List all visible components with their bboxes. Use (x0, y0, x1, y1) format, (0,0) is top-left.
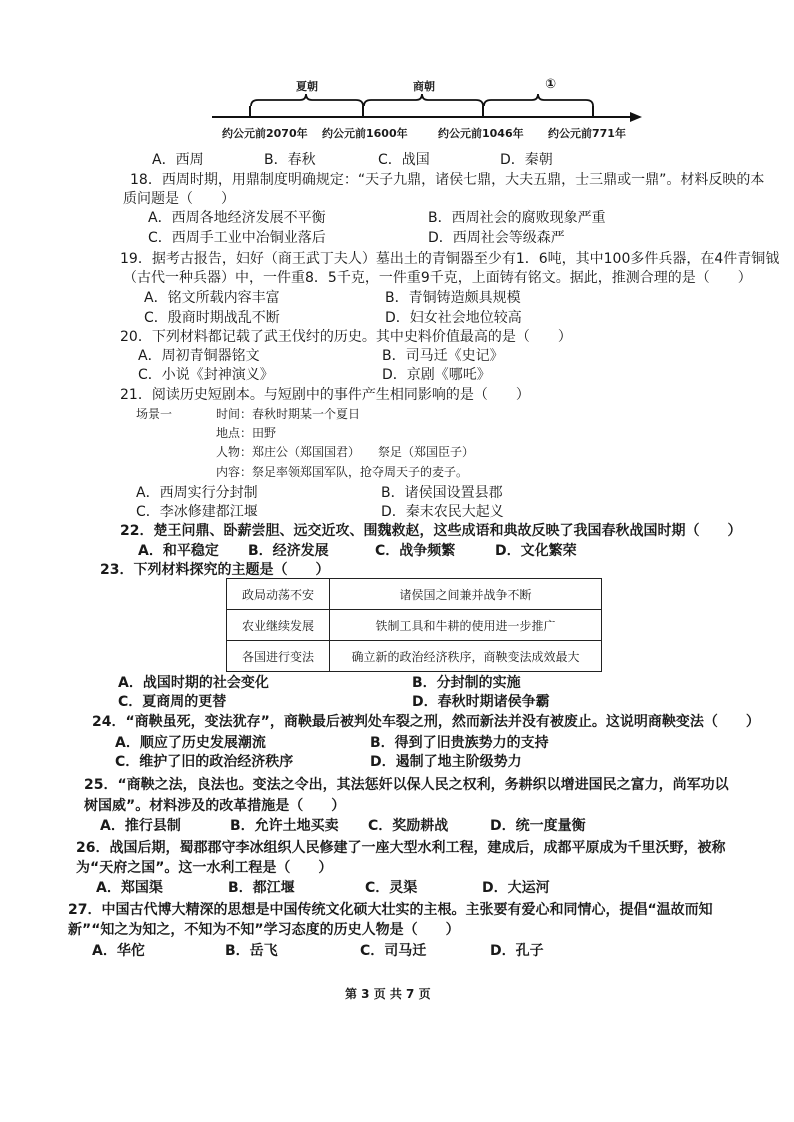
q24-option-a: A．顺应了历史发展潮流 (115, 735, 266, 751)
q24-option-c: C．维护了旧的政治经济秩序 (115, 754, 294, 770)
q18-option-b: B．西周社会的腐败现象严重 (428, 210, 606, 226)
q25-option-c: C．奖励耕战 (368, 818, 449, 834)
q25-stem: 25．“商鞅之法，良法也。变法之令出，其法惩奸以保人民之权利，务耕织以增进国民之富力，尚军功以 (84, 777, 729, 793)
table-row (227, 641, 602, 672)
q24-stem: 24．“商鞅虽死，变法犹存”，商鞅最后被判处车裂之刑，然而新法并没有被废止。这说明商鞅变法（ ） (92, 714, 760, 730)
q23-option-b: B．分封制的实施 (412, 675, 521, 691)
q22-option-d: D．文化繁荣 (495, 543, 577, 559)
q23-option-c: C．夏商周的更替 (118, 694, 227, 710)
table-row (227, 610, 602, 641)
table-cell: 政局动荡不安 (227, 579, 330, 610)
q20-stem: 20．下列材料都记载了武王伐纣的历史。其中史料价值最高的是（ ） (120, 329, 572, 345)
q17-option-a: A．西周 (152, 152, 204, 168)
q19-option-b: B．青铜铸造颇具规模 (385, 290, 521, 306)
q23-option-d: D．春秋时期诸侯争霸 (412, 694, 550, 710)
q25-option-d: D．统一度量衡 (490, 818, 586, 834)
q18-stem: 质问题是（ ） (123, 191, 235, 207)
q25-option-a: A．推行县制 (100, 818, 181, 834)
q17-option-d: D．秦朝 (500, 152, 553, 168)
timeline-brackets (251, 94, 593, 106)
q20-option-d: D．京剧《哪吒》 (382, 367, 491, 383)
q20-option-c: C．小说《封神演义》 (138, 367, 274, 383)
q17-option-b: B．春秋 (264, 152, 316, 168)
q18-option-d: D．西周社会等级森严 (428, 230, 565, 246)
timeline-date-label: 约公元前1046年 (438, 127, 524, 140)
timeline-date-label: 约公元前2070年 (222, 127, 308, 140)
q22-option-c: C．战争频繁 (375, 543, 456, 559)
q21-scene-label: 场景一 (136, 407, 173, 421)
table-cell: 农业继续发展 (227, 610, 330, 641)
q18-stem: 18．西周时期，用鼎制度明确规定：“天子九鼎，诸侯七鼎，大夫五鼎，士三鼎或一鼎”。材料反映的本 (130, 172, 765, 188)
q22-option-b: B．经济发展 (248, 543, 329, 559)
table-cell: 各国进行变法 (227, 641, 330, 672)
q27-stem: 27．中国古代博大精深的思想是中国传统文化硕大壮实的主根。主张要有爱心和同情心，提倡“温故而知 (68, 902, 713, 918)
q25-stem: 树国威”。材料涉及的改革措施是（ ） (84, 798, 346, 814)
q22-stem: 22．楚王问鼎、卧薪尝胆、远交近攻、围魏救赵，这些成语和典故反映了我国春秋战国时期（ ） (120, 523, 742, 539)
q21-option-c: C．李冰修建都江堰 (136, 504, 258, 520)
q23-stem: 23．下列材料探究的主题是（ ） (100, 562, 330, 578)
q20-option-b: B．司马迁《史记》 (382, 348, 504, 364)
q26-option-b: B．都江堰 (228, 880, 295, 896)
q21-script-line: 人物：郑庄公（郑国国君） 祭足（郑国臣子） (216, 445, 475, 459)
q18-option-c: C．西周手工业中冶铜业落后 (148, 230, 326, 246)
timeline-arrowhead (630, 112, 642, 122)
q23-option-a: A．战国时期的社会变化 (118, 675, 269, 691)
q23-material-table (226, 578, 602, 672)
q20-option-a: A．周初青铜器铭文 (138, 348, 260, 364)
q21-option-d: D．秦末农民大起义 (381, 504, 504, 520)
timeline-date-label: 约公元前771年 (548, 127, 626, 140)
q22-option-a: A．和平稳定 (138, 543, 219, 559)
timeline-period-label: 商朝 (413, 80, 435, 93)
q17-option-c: C．战国 (378, 152, 430, 168)
q26-option-d: D．大运河 (482, 880, 550, 896)
q19-option-d: D．妇女社会地位较高 (385, 310, 522, 326)
q21-option-a: A．西周实行分封制 (136, 485, 258, 501)
table-cell: 确立新的政治经济秩序，商鞅变法成效最大 (330, 641, 602, 672)
page-number: 第 3 页 共 7 页 (345, 987, 431, 1001)
q25-option-b: B．允许土地买卖 (230, 818, 339, 834)
timeline-period-label: ① (545, 77, 557, 92)
timeline-ticks (250, 106, 593, 117)
q27-option-b: B．岳飞 (225, 943, 278, 959)
q21-option-b: B．诸侯国设置县郡 (381, 485, 503, 501)
q21-script-line: 内容：祭足率领郑国军队，抢夺周天子的麦子。 (216, 465, 469, 479)
table-cell: 诸侯国之间兼并战争不断 (330, 579, 602, 610)
q27-stem: 新”“知之为知之，不知为不知”学习态度的历史人物是（ ） (68, 922, 460, 938)
q19-stem: （古代一种兵器）中，一件重8．5千克，一件重9千克，上面铸有铭文。据此，推测合理的是（ ） (123, 270, 752, 286)
q19-option-c: C．殷商时期战乱不断 (144, 310, 280, 326)
q21-script-line: 地点：田野 (216, 426, 277, 440)
q27-option-a: A．华佗 (92, 943, 145, 959)
q24-option-b: B．得到了旧贵族势力的支持 (370, 735, 549, 751)
timeline-diagram (0, 0, 794, 140)
q27-option-c: C．司马迁 (360, 943, 427, 959)
q19-stem: 19．据考古报告，妇好（商王武丁夫人）墓出土的青铜器至少有1．6吨，其中100多件兵器，在4件青铜钺 (120, 251, 780, 267)
q26-stem: 26．战国后期，蜀郡郡守李冰组织人民修建了一座大型水利工程，建成后，成都平原成为千里沃野，被称 (76, 840, 726, 856)
q26-option-a: A．郑国渠 (96, 880, 163, 896)
q24-option-d: D．遏制了地主阶级势力 (370, 754, 522, 770)
q19-option-a: A．铭文所载内容丰富 (144, 290, 280, 306)
q27-option-d: D．孔子 (490, 943, 544, 959)
q21-stem: 21．阅读历史短剧本。与短剧中的事件产生相同影响的是（ ） (120, 387, 530, 403)
timeline-date-label: 约公元前1600年 (322, 127, 408, 140)
q21-script-line: 时间：春秋时期某一个夏日 (216, 407, 361, 421)
table-row (227, 579, 602, 610)
table-cell: 铁制工具和牛耕的使用进一步推广 (330, 610, 602, 641)
q26-option-c: C．灵渠 (365, 880, 418, 896)
q26-stem: 为“天府之国”。这一水利工程是（ ） (76, 860, 333, 876)
timeline-period-label: 夏朝 (296, 80, 318, 93)
q18-option-a: A．西周各地经济发展不平衡 (148, 210, 326, 226)
